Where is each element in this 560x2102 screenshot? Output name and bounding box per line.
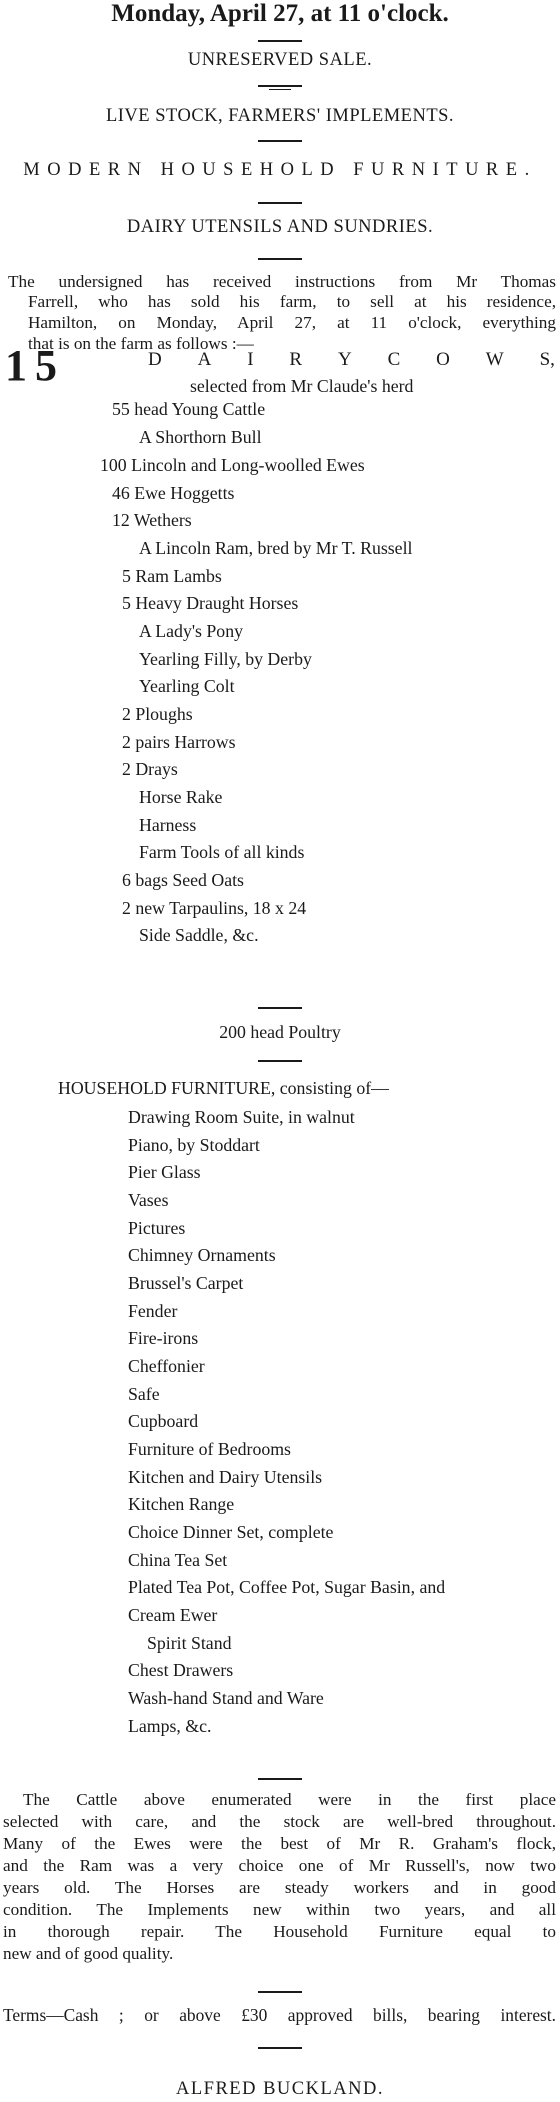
list-item: 12 Wethers [112, 510, 192, 530]
intro-line-1: The undersigned has received instructions from Mr Thomas [8, 272, 556, 291]
intro-line-3: Hamilton, on Monday, April 27, at 11 o'clock, everything [28, 313, 556, 332]
list-item: Pictures [128, 1218, 186, 1238]
list-item: Choice Dinner Set, complete [128, 1522, 334, 1542]
list-item: A Shorthorn Bull [139, 427, 262, 447]
terms-line: Terms—Cash ; or above £30 approved bills, bearing interest. [3, 2005, 556, 2025]
list-item: Fire-irons [128, 1328, 199, 1348]
list-item: Chest Drawers [128, 1660, 234, 1680]
divider [258, 40, 302, 42]
divider [258, 1007, 302, 1009]
auctioneer-name: ALFRED BUCKLAND. [176, 2079, 384, 2099]
divider [258, 202, 302, 204]
list-item: Lamps, &c. [128, 1716, 212, 1736]
intro-line-2: Farrell, who has sold his farm, to sell at his residence, [28, 292, 556, 311]
cows-selection-note: selected from Mr Claude's herd [190, 376, 414, 396]
list-item: Yearling Colt [139, 676, 235, 696]
list-item: 2 Drays [122, 759, 178, 779]
list-item: Kitchen Range [128, 1494, 235, 1514]
list-item: Wash-hand Stand and Ware [128, 1688, 324, 1708]
list-item: Horse Rake [139, 787, 223, 807]
cow-count: 15 [5, 341, 65, 390]
list-item: 5 Ram Lambs [122, 566, 222, 586]
divider [269, 89, 291, 90]
list-item: Side Saddle, &c. [139, 925, 259, 945]
section-heading-livestock: LIVE STOCK, FARMERS' IMPLEMENTS. [105, 106, 455, 126]
list-item: 2 new Tarpaulins, 18 x 24 [122, 898, 307, 918]
list-item: Farm Tools of all kinds [139, 842, 305, 862]
list-item: Chimney Ornaments [128, 1245, 276, 1265]
dairy-cows-label: D A I R Y C O W S, [148, 349, 555, 370]
section-heading-furniture: MODERN HOUSEHOLD FURNITURE. [23, 160, 537, 180]
list-item: Plated Tea Pot, Coffee Pot, Sugar Basin, and [128, 1577, 446, 1597]
divider [258, 2047, 302, 2049]
closing-line-4: and the Ram was a very choice one of Mr Russell's, now two [3, 1856, 556, 1875]
closing-line-5: years old. The Horses are steady workers and in good [3, 1878, 556, 1897]
sale-date-heading: Monday, April 27, at 11 o'clock. [111, 0, 449, 27]
list-item: Harness [139, 815, 197, 835]
list-item: Cupboard [128, 1411, 199, 1431]
closing-line-1: The Cattle above enumerated were in the first place [23, 1790, 556, 1809]
furniture-heading: HOUSEHOLD FURNITURE, consisting of— [58, 1078, 389, 1098]
list-item: A Lincoln Ram, bred by Mr T. Russell [139, 538, 413, 558]
list-item: Kitchen and Dairy Utensils [128, 1467, 323, 1487]
list-item: Furniture of Bedrooms [128, 1439, 291, 1459]
list-item: Fender [128, 1301, 178, 1321]
list-item: 2 Ploughs [122, 704, 193, 724]
list-item: Brussel's Carpet [128, 1273, 244, 1293]
intro-line-4: that is on the farm as follows :— [28, 334, 254, 353]
closing-line-3: Many of the Ewes were the best of Mr R. Graham's flock, [3, 1834, 556, 1853]
closing-line-8: new and of good quality. [3, 1944, 174, 1963]
sale-type-heading: UNRESERVED SALE. [187, 50, 373, 70]
list-item: Safe [128, 1384, 160, 1404]
list-item: Spirit Stand [147, 1633, 232, 1653]
list-item: 100 Lincoln and Long-woolled Ewes [100, 455, 365, 475]
list-item: A Lady's Pony [139, 621, 243, 641]
divider [258, 140, 302, 142]
list-item: Vases [128, 1190, 169, 1210]
divider [258, 258, 302, 260]
list-item: 55 head Young Cattle [112, 399, 266, 419]
closing-line-7: in thorough repair. The Household Furniture equal to [3, 1922, 556, 1941]
divider [258, 1060, 302, 1062]
divider [258, 1991, 302, 1993]
list-item: 5 Heavy Draught Horses [122, 593, 299, 613]
list-item: Drawing Room Suite, in walnut [128, 1107, 355, 1127]
divider [258, 1778, 302, 1780]
list-item: Cheffonier [128, 1356, 205, 1376]
list-item: 6 bags Seed Oats [122, 870, 244, 890]
list-item: Piano, by Stoddart [128, 1135, 260, 1155]
poultry-line: 200 head Poultry [219, 1022, 341, 1042]
list-item: China Tea Set [128, 1550, 228, 1570]
list-item: Pier Glass [128, 1162, 201, 1182]
list-item: Yearling Filly, by Derby [139, 649, 312, 669]
list-item: 2 pairs Harrows [122, 732, 236, 752]
closing-line-2: selected with care, and the stock are well-bred throughout. [3, 1812, 556, 1831]
section-heading-dairy: DAIRY UTENSILS AND SUNDRIES. [126, 217, 434, 237]
divider [258, 85, 302, 87]
list-item: 46 Ewe Hoggetts [112, 483, 235, 503]
closing-line-6: condition. The Implements new within two years, and all [3, 1900, 556, 1919]
list-item: Cream Ewer [128, 1605, 218, 1625]
